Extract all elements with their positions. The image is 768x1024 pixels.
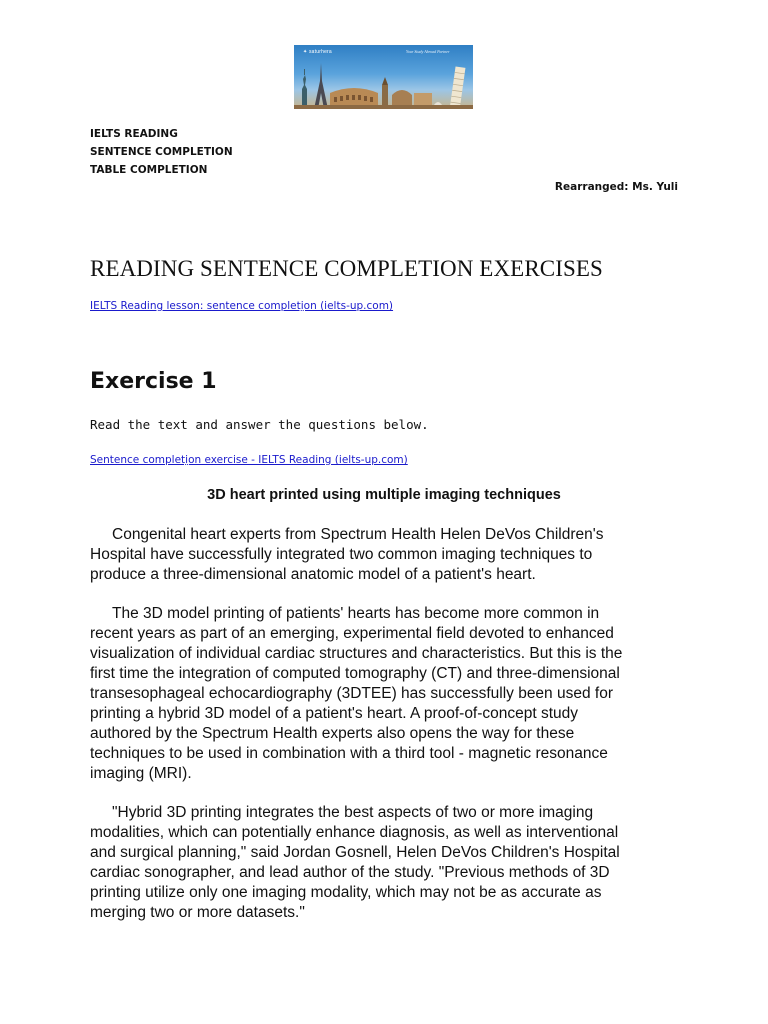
banner-brand-logo: ✦ saturhera — [303, 49, 332, 55]
header-line-sentence-completion: SENTENCE COMPLETION — [90, 146, 233, 158]
banner-tagline: Your Study Abroad Partner — [406, 49, 450, 54]
paragraph-line: "Hybrid 3D printing integrates the best aspects of two or more imaging — [112, 804, 594, 821]
paragraph-line: transesophageal echocardiography (3DTEE) has successfully been used for — [90, 685, 613, 702]
paragraph-line: The 3D model printing of patients' hearts has become more common in — [112, 605, 600, 622]
paragraph-line: cardiac sonographer, and lead author of the study. "Previous methods of 3D — [90, 864, 610, 881]
exercise-heading: Exercise 1 — [90, 369, 217, 394]
paragraph-line: produce a three-dimensional anatomic model of a patient's heart. — [90, 566, 536, 583]
article-paragraph-3 — [90, 803, 680, 923]
paragraph-line: techniques to be used in combination with a third tool - magnetic resonance — [90, 745, 608, 762]
banner-image — [294, 45, 473, 109]
paragraph-line: Congenital heart experts from Spectrum Health Helen DeVos Children's — [112, 526, 604, 543]
article-title: 3D heart printed using multiple imaging techniques — [207, 487, 561, 503]
paragraph-line: first time the integration of computed tomography (CT) and three-dimensional — [90, 665, 620, 682]
exercise-instruction: Read the text and answer the questions below. — [90, 417, 429, 432]
paragraph-line: recent years as part of an emerging, experimental field devoted to enhanced — [90, 625, 614, 642]
rearranged-credit: Rearranged: Ms. Yuli — [554, 181, 678, 193]
article-paragraph-1 — [90, 525, 680, 585]
header-line-table-completion: TABLE COMPLETION — [90, 164, 208, 176]
paragraph-line: imaging (MRI). — [90, 765, 192, 782]
exercise-link[interactable]: Sentence completi̤on exercise - IELTS Reading (ielts-up.com) — [90, 454, 408, 466]
paragraph-line: merging two or more datasets." — [90, 904, 305, 921]
header-line-ielts-reading: IELTS READING — [90, 128, 178, 140]
article-paragraph-2 — [90, 604, 680, 784]
paragraph-line: authored by the Spectrum Health experts also opens the way for these — [90, 725, 575, 742]
paragraph-line: modalities, which can potentially enhance diagnosis, as well as interventional — [90, 824, 619, 841]
paragraph-line: printing utilize only one imaging modality, which may not be as accurate as — [90, 884, 602, 901]
paragraph-line: and surgical planning," said Jordan Gosnell, Helen DeVos Children's Hospital — [90, 844, 620, 861]
paragraph-line: printing a hybrid 3D model of a patient's heart. A proof-of-concept study — [90, 705, 579, 722]
paragraph-line: Hospital have successfully integrated two common imaging techniques to — [90, 546, 593, 563]
lesson-link[interactable]: IELTS Reading lesson: sentence completi̤on (ielts-up.com) — [90, 300, 394, 312]
paragraph-line: visualization of individual cardiac structures and characteristics. But this is the — [90, 645, 623, 662]
page-title: READING SENTENCE COMPLETION EXERCISES — [90, 256, 603, 281]
